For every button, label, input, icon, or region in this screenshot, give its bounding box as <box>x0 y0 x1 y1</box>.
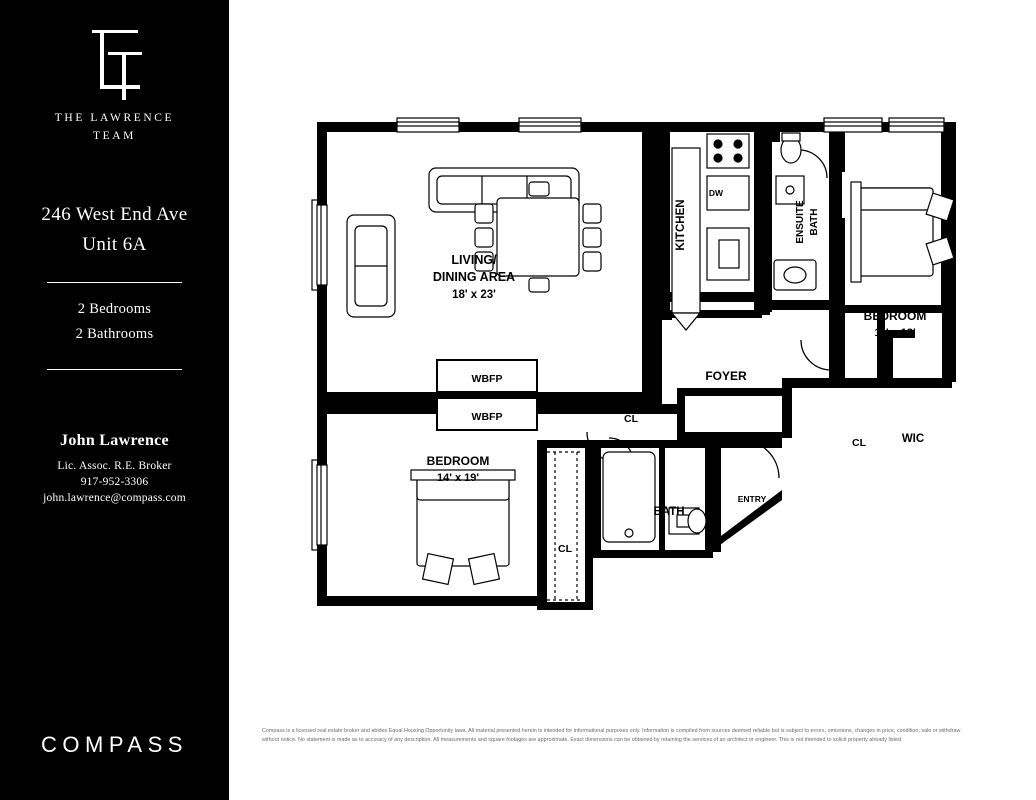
dining-chair <box>529 278 549 292</box>
window-bedroom-left <box>317 465 327 545</box>
label-ensuite-line2: BATH <box>809 208 820 236</box>
door-ensuite <box>799 150 827 178</box>
dining-chair <box>583 204 601 223</box>
dining-table-icon <box>497 198 579 276</box>
label-dishwasher: DW <box>708 188 724 198</box>
door-bedroom-master <box>801 340 831 370</box>
toilet-icon <box>688 509 706 533</box>
property-unit: Unit 6A <box>82 234 147 255</box>
label-living-line1: LIVING/ <box>451 253 497 267</box>
dining-chair <box>529 182 549 196</box>
dining-chair <box>475 228 493 247</box>
closet-hatch <box>547 452 583 600</box>
window-bedroom-2 <box>889 122 944 132</box>
window-living-1 <box>397 122 459 132</box>
label-closet-foyer: CL <box>624 413 638 425</box>
label-kitchen: KITCHEN <box>675 199 687 251</box>
dining-chair <box>583 252 601 271</box>
headboard-icon <box>851 182 861 282</box>
agent-email[interactable]: john.lawrence@compass.com <box>43 492 186 504</box>
label-closet-entry: CL <box>852 437 866 449</box>
brand-name: THE LAWRENCE <box>54 112 175 124</box>
disclaimer-text: Compass is a licensed real estate broker and abides Equal Housing Opportunity laws. All material presented herein is intended for informational purposes only. Information is compiled from sources deemed reliable but is subject to errors, omissions, changes in price, condition, sale or withdraw without notice. No statement is made as to accuracy of any description. All measurements and square footages are approximate. Exact dimensions can be obtained by retaining the services of an architect or engineer. This is not intended to solicit property already listed. <box>262 728 961 743</box>
window-living-2 <box>519 122 581 132</box>
dining-chair <box>475 204 493 223</box>
label-bedroom-master-dims: 11' x 18' <box>874 327 916 339</box>
brand-subtitle: TEAM <box>93 130 136 142</box>
label-entry: ENTRY <box>737 494 767 504</box>
window-living-left <box>317 205 327 285</box>
label-foyer: FOYER <box>705 369 747 383</box>
bedroom-count: 2 Bedrooms <box>77 301 152 317</box>
label-wic: WIC <box>901 433 925 445</box>
label-bedroom-master: BEDROOM <box>863 309 927 323</box>
label-wbfp-living: WBFP <box>471 373 503 385</box>
compass-logo: COMPASS <box>41 732 188 757</box>
divider-top <box>47 282 182 283</box>
agent-name: John Lawrence <box>60 432 169 449</box>
pillow <box>423 554 454 585</box>
label-bedroom-second: BEDROOM <box>426 454 490 468</box>
dining-chair <box>583 228 601 247</box>
bath-fixtures <box>603 452 706 542</box>
agent-title: Lic. Assoc. R.E. Broker <box>57 460 172 472</box>
furniture-bedroom-master <box>851 182 954 282</box>
range-icon <box>707 134 749 168</box>
label-living-dims: 18' x 23' <box>452 289 496 301</box>
label-living-line2: DINING AREA <box>432 270 516 284</box>
window-bedroom-1 <box>824 122 882 132</box>
floorplan-canvas <box>229 0 1036 800</box>
bathroom-count: 2 Bathrooms <box>75 326 154 342</box>
label-foyer-dims: 8' 7" x 11' 4" <box>694 387 758 399</box>
label-bath: BATH <box>653 506 685 518</box>
label-ensuite-line1: ENSUITE <box>795 200 806 244</box>
pillow <box>469 554 500 585</box>
label-wbfp-bedroom: WBFP <box>471 411 503 423</box>
label-bedroom-second-dims: 14' x 19' <box>437 472 479 484</box>
divider-bottom <box>47 369 182 370</box>
sidebar <box>0 0 229 800</box>
agent-phone[interactable]: 917-952-3306 <box>80 476 149 488</box>
property-address: 246 West End Ave <box>41 204 188 225</box>
furniture-bedroom-second <box>411 470 515 584</box>
lawrence-team-monogram-icon <box>70 28 160 100</box>
label-closet-bedroom: CL <box>558 543 572 555</box>
